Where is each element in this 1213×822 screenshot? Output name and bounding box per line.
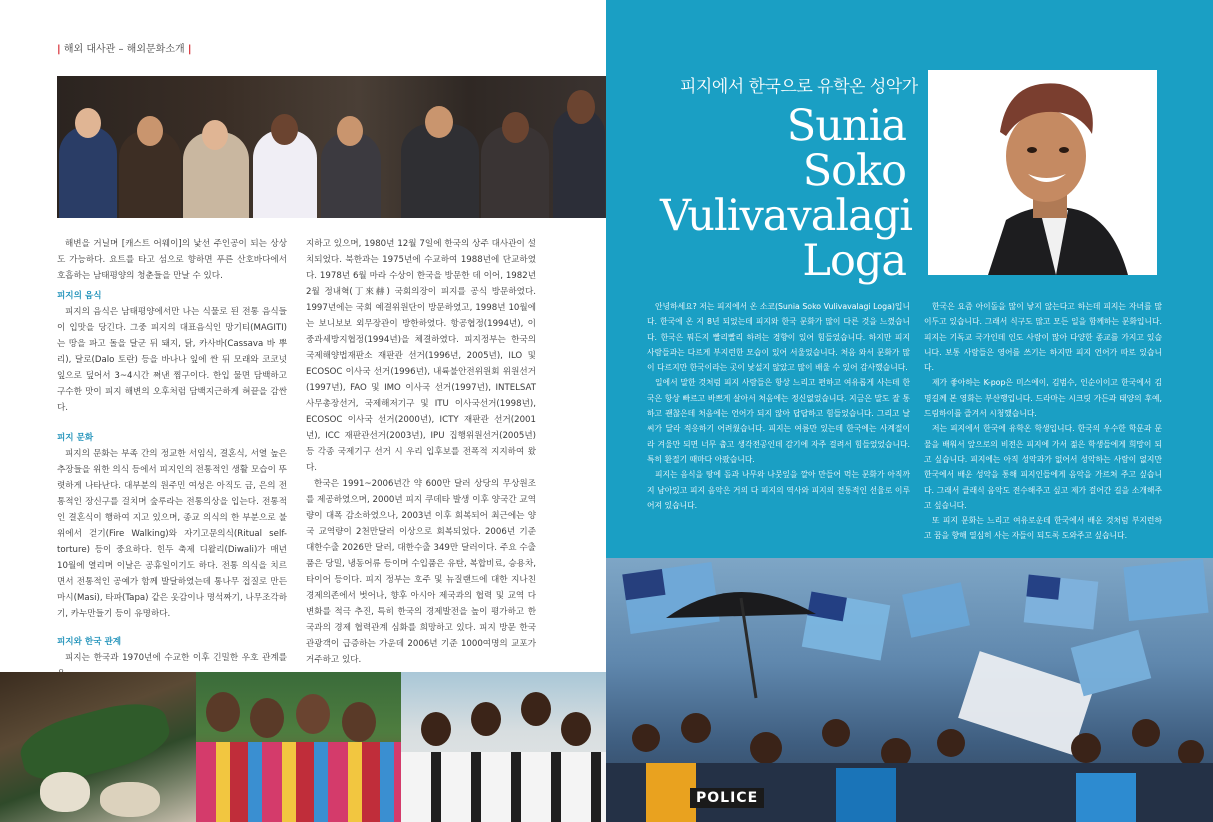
trade-paragraph: 한국은 1991~2006년간 약 600만 달러 상당의 무상원조를 제공하였으며, 2000년 피지 쿠데타 발생 이후 양국간 교역량이 대폭 감소하였으나, 2003년 이후 회복되어 최근에는 양국 교역량이 2천만달러 이상으로 회복되었다. 2006년 기준 대한수출 2026만 달러, 대한수출 349만 달러이다. 주요 수출품은 당밀, 냉동어류 등이며 수입품은 유탄, 복합비료, 승용차, 타이어 등이다. 피지 정부는 호주 및 뉴질랜드에 대한 지나친 경제의존에서 벗어나, 향후 아시아 제국과의 협력 및 교역 다변화를 적극 추진, 특히 한국의 경제발전을 높이 평가하고 한국과의 경제 협력관계 심화를 희망하고 있다. 피지 방문 한국 관광객이 급증하는 가운데 2006년 기준 1000여명의 교포가 거주하고 있다.	[306, 479, 536, 665]
police-vest-label: POLICE	[690, 788, 764, 808]
interview-paragraph: 안녕하세요? 저는 피지에서 온 소코(Sunia Soko Vulivavalagi Loga)입니다. 한국에 온 지 8년 되었는데 피지와 한국 문화가 많이 다른 것을 느꼈습니다. 한국은 뭐든지 빨리빨리 하려는 경향이 있어 힘들었습니다. 하지만 피지 사람들과는 다르게 부지런한 모습이 있어 서울었습니다. 처음 와서 문화가 많이 다르지만 한국이라는 곳이 낯설지 않았고 많이 배울 수 있어 감사했습니다.	[647, 302, 910, 373]
interview-paragraph: 한국은 요즘 아이돌을 많이 낳지 않는다고 하는데 피지는 자녀를 많이두고 있습니다. 그래서 식구도 많고 모든 일을 함께하는 문화입니다. 피지는 기독교 국가인데 인도 사람이 많아 다양한 종교를 가지고 있습니다. 보통 사람들은 영어를 쓰기는 하지만 피지 언어가 따로 있습니다.	[924, 302, 1162, 373]
photo-fiji-crowd-flags	[606, 558, 1213, 822]
article-column-2	[306, 236, 536, 668]
flags-illustration	[606, 558, 1213, 822]
photo-strip-bottom	[0, 672, 606, 822]
relation-paragraph: 피지는 한국과 1970년에 수교한 이후 긴밀한 우호 관계를	[65, 653, 287, 663]
food-paragraph: 피지의 음식은 남태평양에서만 나는 식물로 된 전통 음식들이 입맛을 당긴다. 그중 피지의 대표음식인 망기티(MAGITI)는 땅을 파고 돌을 달군 뒤 돼지, 닭, 카사바(Cassava 바 뿌리), 달로(Dalo 토란) 등을 바나나 잎에 싼 뒤 모래와 코코넛 잎으로 덮어서 3~4시간 쪄낸 찜구이다. 한입 물면 담백하고 구수한 맛이 피지 해변의 오후처럼 담백지근하게 혀끝을 감싼다.	[57, 307, 287, 413]
interview-paragraph: 제가 좋아하는 K-pop은 미스에이, 김범수, 인순이이고 한국에서 김명길께 본 영화는 부산행입니다. 드라마는 시크릿 가든과 태양의 후예, 드림하이를 즐겨서 시청했습니다.	[924, 378, 1162, 419]
profile-subtitle: 피지에서 한국으로 유학온 성악가	[680, 77, 918, 97]
section-header	[57, 40, 191, 55]
interview-column-1	[647, 299, 910, 513]
relation-continued-paragraph: 지하고 있으며, 1980년 12월 7일에 한국의 상주 대사관이 설치되었다. 북한과는 1975년에 수교하여 1988년에 단교하였다. 1978년 6월 마라 수상이 한국을 방문한 데 이어, 1982년 2월 정내혁(丁來赫) 국회의장이 피지를 공식 방문하였다. 1997년에는 국회 예결위원단이 방문하였고, 1998년 10월에는 보니보보 외무장관이 방한하였다. 항공협정(1994년), 이중과세방지협정(1994년)을 체결하였다. 피지정부는 한국의 국제해양법재판소 재판관 선거(1996년, 2005년), ILO 및 ECOSOC 이사국 선거(1996년), 내륙불안전위원회 위원선거(1997년), FAO 및 IMO 이사국 선거(1997년), INTELSAT 사무총장선거, 국제해저기구 및 ITU 이사국선거(1998년), ECOSOC 이사국 선거(2000년), ICTY 재판관 선거(2001년), ICC 재판관선거(2003년), IPU 집행위원선거(2005년) 등 각종 국제기구 선거 시 우리 입후보를 전폭적 지지하여 왔다.	[306, 239, 536, 473]
interview-paragraph: 또 피지 문화는 느리고 여유로운데 한국에서 배운 것처럼 부지런하고 꿈을 향해 열심히 사는 자들이 되도록 도와주고 싶습니다.	[924, 516, 1162, 541]
culture-paragraph: 피지의 문화는 부족 간의 정교한 서임식, 결혼식, 서열 높은 추장들을 위한 의식 등에서 피지인의 전통적인 생활 모습이 뚜렷하게 나타난다. 대부분의 원주민 여성은 아직도 금, 은의 전통적인 장신구를 걸치며 숲루라는 전통의상을 입는다. 전통적인 결혼식이 행하여 지고 있으며, 종교 의식의 한 부분으로 불 위에서 걷기(Fire Walking)와 자기고문의식(Ritual self-torture) 등이 중요하다. 힌두 축제 디왈리(Diwali)가 매년 10월에 열리며 이날은 공휴일이기도 하다. 전통 의식을 치르면서 전통적인 공예가 함께 발달하였는데 통나무 접질로 만든 마시(Masi), 타파(Tapa) 같은 옷감이나 명석짜기, 나무조각하기, 카누만들기 등이 유명하다.	[57, 449, 287, 619]
photo-fiji-women	[196, 672, 401, 822]
interview-paragraph: 일에서 말한 것처럼 피지 사람들은 항상 느리고 편하고 여유롭게 사는데 한국은 항상 빠르고 바쁘게 살아서 처음에는 정신없었습니다. 지금은 말도 잘 통하고 괜찮은데 처음에는 언어가 되지 않아 답답하고 힘들었습니다. 그리고 날씨가 달라 적응하기 어려웠습니다. 피지는 여름만 있는데 한국에는 사계절이라 겨울만 되면 너무 춥고 생각전공인데 감기에 자주 걸려서 힘들었었습니다. 특히 환절기 때마다 아팠습니다.	[647, 378, 910, 464]
heading-relation: 피지와 한국 관계	[57, 637, 122, 647]
name-line-1: Sunia	[786, 101, 906, 151]
photo-rugby-team	[401, 672, 606, 822]
photo-fiji-food	[0, 672, 196, 822]
name-line-3: Vulivavalagi	[660, 191, 913, 241]
article-column-1	[57, 236, 287, 682]
name-line-2: Soko	[802, 146, 906, 196]
portrait-illustration	[928, 70, 1157, 275]
interview-paragraph: 저는 피지에서 한국에 유학온 학생입니다. 한국의 우수한 학문과 문물을 배워서 앞으로의 비전은 피지에 가서 젊은 학생들에게 희망이 되고 싶습니다. 피지에는 아직 성악과가 없어서 성악하는 사람이 없지만 한국에서 배운 성악을 통해 피지인들에게 음악을 가르쳐 주고 싶습니다. 그래서 클래식 음악도 전수해주고 싶고 제가 걸어간 길을 소개해주고 싶습니다.	[924, 424, 1162, 510]
interview-column-2	[924, 299, 1162, 544]
photo-officials-group	[57, 76, 606, 218]
portrait-photo	[928, 70, 1157, 275]
interview-paragraph: 피지는 음식을 땅에 돌과 나무와 나뭇잎을 깔아 만들어 먹는 문화가 아직까지 남아있고 피지 음악은 거의 다 피지의 역사와 피지의 전통적인 선율로 이루어져 있습니다.	[647, 470, 910, 510]
header-bar-right: |	[187, 44, 192, 55]
header-bar-left: |	[57, 44, 61, 55]
intro-paragraph: 해변을 거닐며 [캐스트 어웨이]의 낯선 주인공이 되는 상상도 가능하다. 요트를 타고 섬으로 향하면 푸른 산호바다에서 호흡하는 남태평양의 청춘들을 만날 수 있다.	[57, 239, 287, 281]
header-text: 해외 대사관 – 해외문화소개	[63, 44, 185, 55]
heading-culture: 피지 문화	[57, 433, 94, 443]
heading-food: 피지의 음식	[57, 291, 102, 301]
profile-name	[660, 101, 913, 286]
name-line-4: Loga	[802, 236, 906, 286]
